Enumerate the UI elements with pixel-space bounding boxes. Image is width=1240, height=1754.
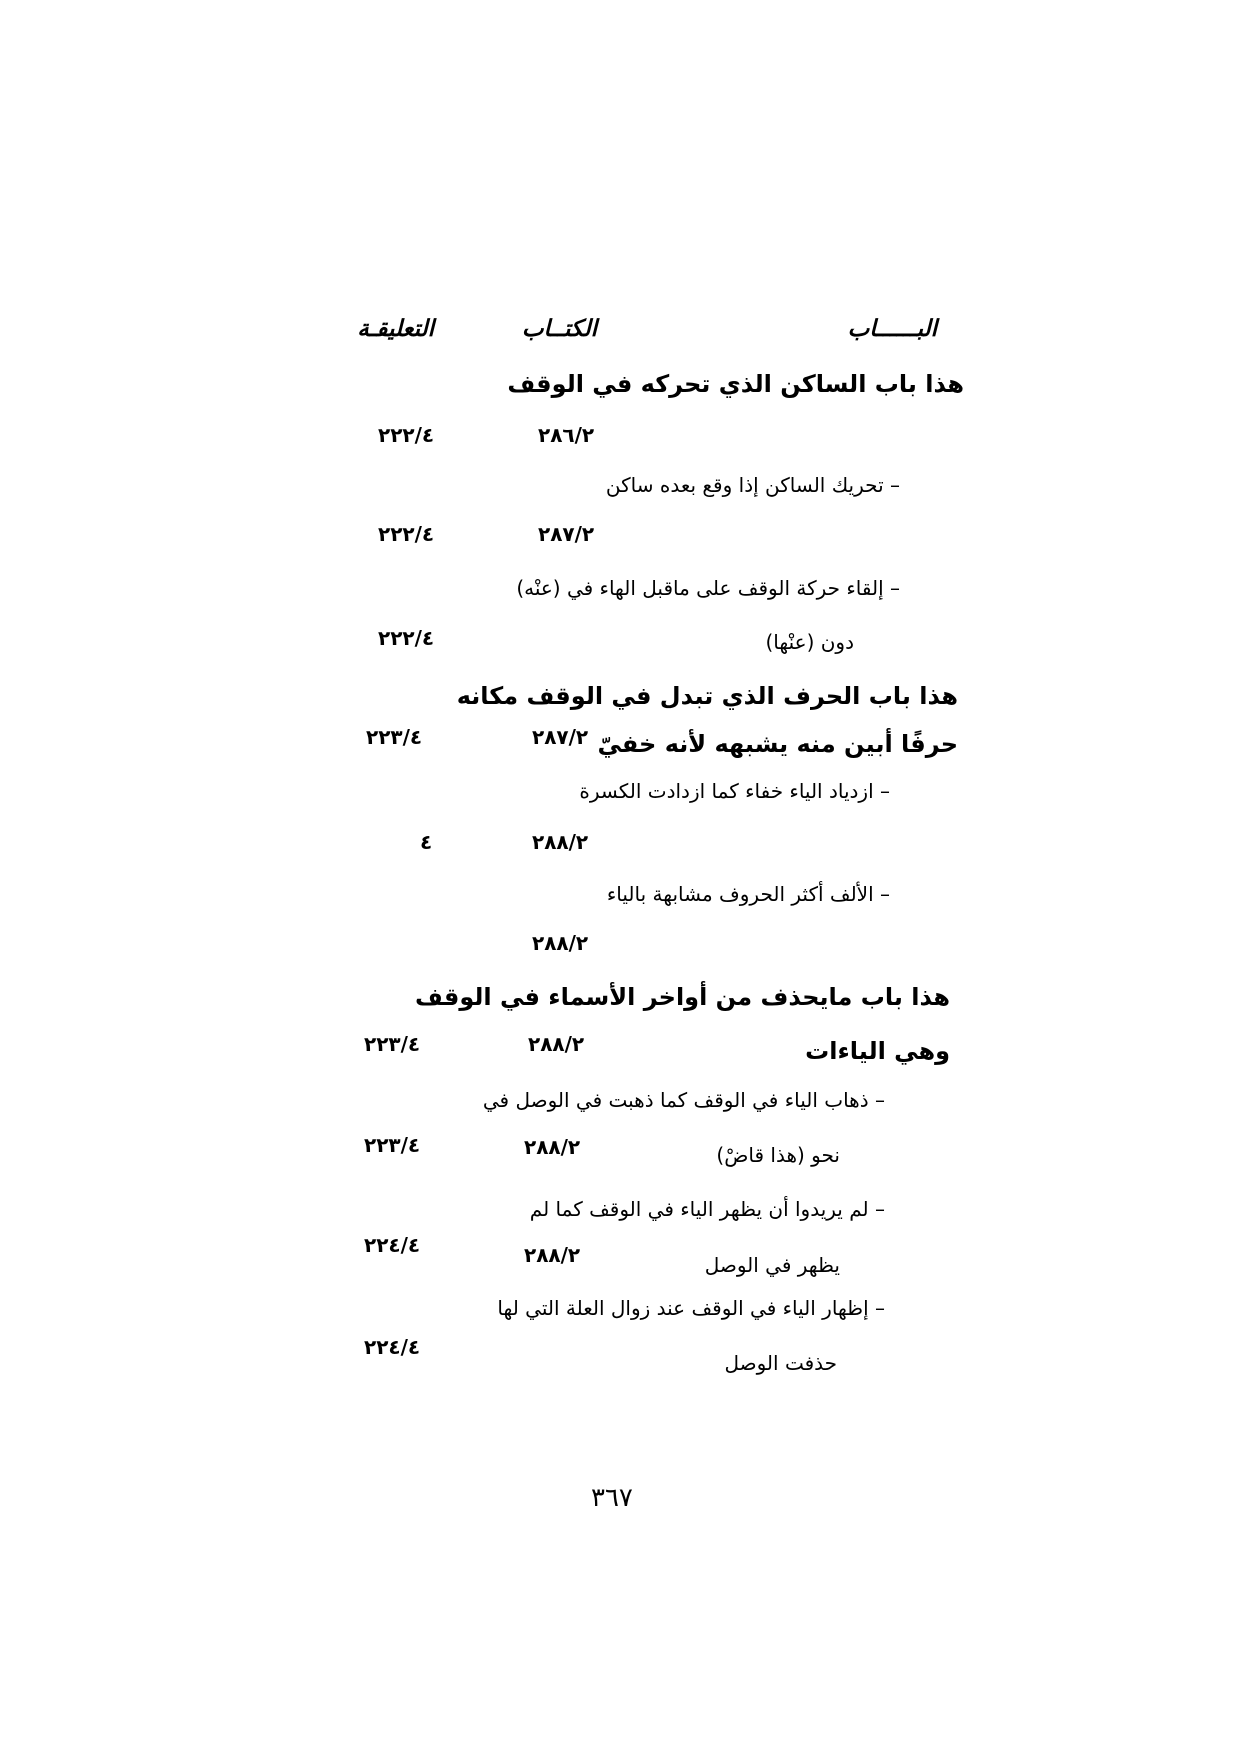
taliqa-ref: ٤ — [420, 830, 433, 854]
list-item: – ازدياد الياء خفاء كما ازدادت الكسرة — [579, 779, 890, 803]
header-bab: البــــــاب — [847, 316, 937, 342]
list-item: – إظهار الياء في الوقف عند زوال العلة التي لها — [497, 1296, 885, 1320]
header-taliqa: التعليقـة — [357, 316, 434, 342]
list-item-continuation: دون (عنْها) — [765, 630, 854, 654]
list-item: – ذهاب الياء في الوقف كما ذهبت في الوصل في — [482, 1088, 885, 1112]
list-item-continuation: نحو (هذا قاضْ) — [716, 1143, 840, 1167]
list-item: – لم يريدوا أن يظهر الياء في الوقف كما لم — [529, 1197, 885, 1221]
kitab-ref: ٢٨٦/٢ — [538, 423, 595, 447]
header-kitab: الكتــاب — [521, 316, 597, 342]
kitab-ref: ٢٨٧/٢ — [538, 522, 595, 546]
section-title: هذا باب مايحذف من أواخر الأسماء في الوقف — [415, 983, 950, 1011]
page-number: ٣٦٧ — [591, 1483, 633, 1513]
section-title: هذا باب الحرف الذي تبدل في الوقف مكانه — [456, 682, 958, 710]
list-item-continuation: يظهر في الوصل — [704, 1253, 840, 1277]
list-item: – الألف أكثر الحروف مشابهة بالياء — [606, 882, 890, 906]
kitab-ref: ٢٨٨/٢ — [528, 1032, 585, 1056]
taliqa-ref: ٢٢٤/٤ — [364, 1233, 421, 1257]
list-item: – إلقاء حركة الوقف على ماقبل الهاء في (عنْه) — [516, 576, 900, 600]
taliqa-ref: ٢٢٢/٤ — [378, 626, 435, 650]
kitab-ref: ٢٨٨/٢ — [524, 1135, 581, 1159]
section-title-continuation: وهي الياءات — [805, 1037, 950, 1065]
list-item: – تحريك الساكن إذا وقع بعده ساكن — [605, 473, 900, 497]
kitab-ref: ٢٨٨/٢ — [524, 1243, 581, 1267]
list-item-continuation: حذفت الوصل — [724, 1351, 837, 1375]
taliqa-ref: ٢٢٢/٤ — [378, 423, 435, 447]
section-title: هذا باب الساكن الذي تحركه في الوقف — [507, 370, 964, 398]
taliqa-ref: ٢٢٣/٤ — [366, 725, 423, 749]
taliqa-ref: ٢٢٣/٤ — [364, 1032, 421, 1056]
kitab-ref: ٢٨٧/٢ — [532, 725, 589, 749]
kitab-ref: ٢٨٨/٢ — [532, 830, 589, 854]
taliqa-ref: ٢٢٣/٤ — [364, 1133, 421, 1157]
taliqa-ref: ٢٢٢/٤ — [378, 522, 435, 546]
kitab-ref: ٢٨٨/٢ — [532, 931, 589, 955]
taliqa-ref: ٢٢٤/٤ — [364, 1335, 421, 1359]
section-title-continuation: حرفًا أبين منه يشبهه لأنه خفيّ — [597, 730, 958, 758]
